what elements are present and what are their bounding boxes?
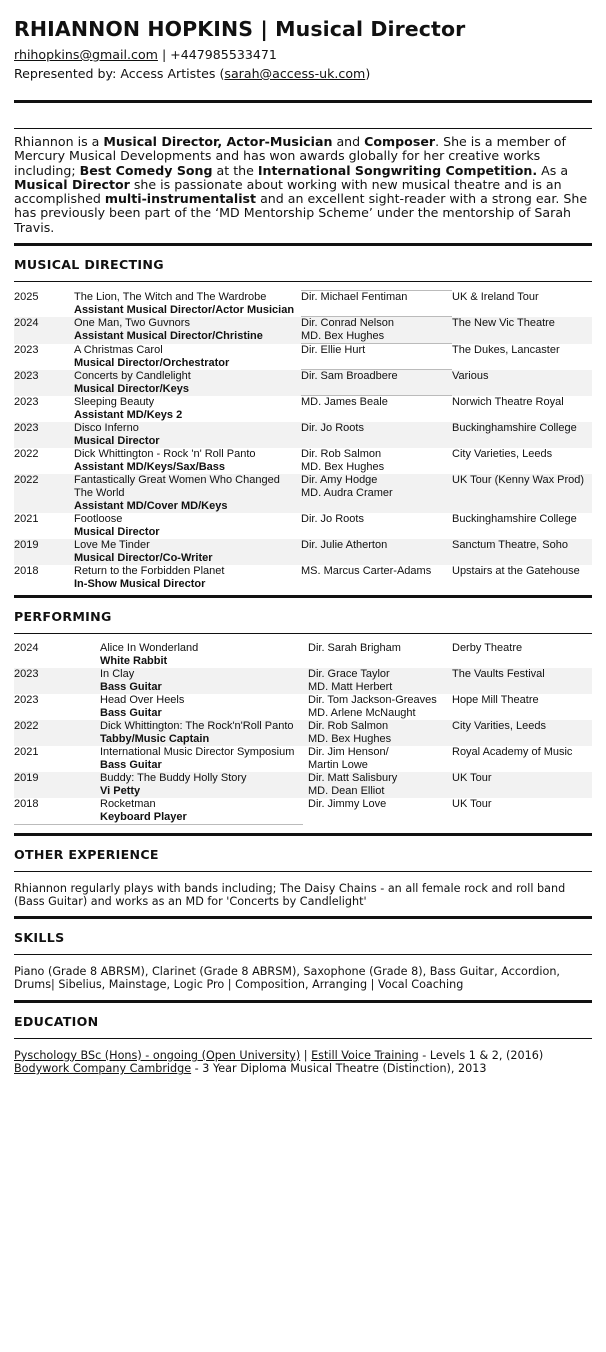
credit-director [301, 370, 452, 396]
credit-venue: Upstairs at the Gatehouse [452, 564, 580, 577]
credit-year: 2019 [14, 539, 74, 565]
credit-year: 2023 [14, 395, 39, 408]
credit-year: 2023 [14, 668, 100, 694]
credit-year: 2023 [14, 422, 74, 448]
agent-email-link[interactable]: sarah@access-uk.com [224, 66, 366, 81]
represented-suffix: ) [365, 66, 371, 81]
credit-role: White Rabbit [100, 654, 168, 667]
contact-line [14, 45, 592, 64]
show-title: The Lion, The Witch and The Wardrobe [74, 290, 267, 303]
credit-venue: Royal Academy of Music [452, 745, 573, 758]
credit-year: 2023 [14, 343, 39, 356]
credit-venue: Buckinghamshire College [452, 512, 577, 525]
credit-role: Musical Director [74, 525, 160, 538]
credit-venue: UK & Ireland Tour [452, 290, 539, 303]
credit-role: Assistant MD/Keys 2 [74, 408, 183, 421]
table-row [14, 370, 592, 396]
director-line: Dir. Tom Jackson-Greaves [308, 693, 437, 706]
director-line: MS. Marcus Carter-Adams [301, 564, 432, 577]
table-row [14, 642, 592, 668]
credit-venue: UK Tour [452, 797, 492, 810]
credit-show [74, 396, 301, 422]
show-title: Alice In Wonderland [100, 641, 199, 654]
credit-venue: Various [452, 370, 592, 396]
credit-role: Bass Guitar [100, 706, 162, 719]
credit-year: 2023 [14, 693, 39, 706]
director-line: Dir. Michael Fentiman [301, 291, 408, 304]
credit-venue: Hope Mill Theatre [452, 693, 539, 706]
director-line: Dir. Ellie Hurt [301, 344, 366, 357]
credit-year: 2022 [14, 447, 39, 460]
show-title: International Music Director Symposium [100, 745, 295, 758]
credit-role: Keyboard Player [100, 810, 187, 823]
credit-show [74, 422, 301, 448]
credit-venue: City Varieties, Leeds [452, 447, 553, 460]
credit-venue: Buckinghamshire College [452, 422, 592, 448]
director-line: MD. James Beale [301, 396, 388, 409]
credit-director [301, 565, 452, 591]
show-title: Dick Whittington - Rock 'n' Roll Panto [74, 447, 256, 460]
director-line: MD. Bex Hughes [308, 732, 392, 745]
represented-prefix: Represented by: Access Artistes ( [14, 66, 225, 81]
education-link-open-university[interactable]: Pyschology BSc (Hons) - ongoing (Open University) [14, 1048, 301, 1062]
show-title: Fantastically Great Women Who Changed The World [74, 473, 280, 499]
show-title: In Clay [100, 667, 135, 680]
credit-year: 2019 [14, 772, 100, 798]
credit-show [74, 474, 301, 513]
credit-venue: Derby Theatre [452, 641, 523, 654]
credit-year: 2023 [14, 370, 74, 396]
credit-show [74, 448, 301, 474]
credit-role: In-Show Musical Director [74, 577, 206, 590]
credit-director [301, 344, 452, 370]
show-title: Footloose [74, 512, 123, 525]
table-row [14, 798, 592, 824]
credit-year: 2024 [14, 641, 39, 654]
other-experience-text: Rhiannon regularly plays with bands including; The Daisy Chains - an all female rock and roll band (Bass Guitar) and works as an MD for 'Concerts by Candlelight' [14, 881, 566, 908]
credit-venue: Norwich Theatre Royal [452, 395, 564, 408]
cv-page [14, 0, 592, 1075]
director-line: Dir. Matt Salisbury [308, 771, 398, 784]
director-line: Dir. Jo Roots [301, 421, 364, 434]
section-title-performing: PERFORMING [14, 608, 112, 624]
table-row [14, 772, 592, 798]
table-row [14, 539, 592, 565]
credit-role: Musical Director/Orchestrator [74, 356, 230, 369]
director-line: Dir. Julie Atherton [301, 538, 388, 551]
director-line: Dir. Sarah Brigham [308, 641, 401, 654]
credit-venue: UK Tour (Kenny Wax Prod) [452, 474, 592, 513]
show-title: One Man, Two Guvnors [74, 316, 190, 329]
director-line: MD. Bex Hughes [301, 330, 385, 343]
credit-director [301, 422, 452, 448]
director-line: MD. Arlene McNaught [308, 706, 416, 719]
credit-year: 2018 [14, 564, 39, 577]
credit-show [100, 720, 308, 746]
table-row [14, 396, 592, 422]
credit-director [308, 642, 452, 668]
credit-director [301, 513, 452, 539]
credit-role: Assistant MD/Keys/Sax/Bass [74, 460, 226, 473]
credit-role: Assistant MD/Cover MD/Keys [74, 499, 228, 512]
page-title: RHIANNON HOPKINS | Musical Director [14, 17, 466, 41]
director-line: Dir. Sam Broadbere [301, 370, 398, 383]
bio-paragraph: Rhiannon is a Musical Director, Actor-Musician and Composer. She is a member of Mercury Musical Developments and has won awards globally for her creative works including; Best Comedy Song at the International Songwriting Competition. As a Musical Director she is passionate about working with new musical theatre and is an accomplished multi-instrumentalist and an excellent sight-reader with a strong ear. She has previously been part of the ‘MD Mentorship Scheme’ under the mentorship of Sarah Travis. [14, 134, 588, 235]
table-row [14, 317, 592, 344]
credit-venue: City Varities, Leeds [452, 720, 592, 746]
skills-text: Piano (Grade 8 ABRSM), Clarinet (Grade 8 ABRSM), Saxophone (Grade 8), Bass Guitar, Accordion, Drums| Sibelius, Mainstage, Logic Pro | Composition, Arranging | Vocal Coaching [14, 965, 560, 992]
credit-venue: The New Vic Theatre [452, 317, 592, 344]
director-line: Dir. Amy Hodge [301, 473, 378, 486]
credit-director [301, 317, 452, 344]
show-title: Love Me Tinder [74, 538, 150, 551]
credit-director [308, 720, 452, 746]
credit-year: 2025 [14, 290, 39, 303]
credit-director [308, 668, 452, 694]
credit-director [301, 448, 452, 474]
table-row [14, 668, 592, 694]
table-row [14, 422, 592, 448]
credit-show [74, 344, 301, 370]
director-line: Dir. Rob Salmon [308, 719, 389, 732]
table-row [14, 474, 592, 513]
musical-directing-table [14, 290, 592, 591]
director-line: Dir. Jim Henson/ [308, 745, 389, 758]
director-line: Dir. Grace Taylor [308, 667, 390, 680]
section-title-other-experience: OTHER EXPERIENCE [14, 846, 159, 862]
credit-role: Assistant Musical Director/Actor Musician [74, 303, 295, 316]
credit-show [100, 642, 308, 668]
credit-show [74, 370, 301, 396]
credit-show [100, 668, 308, 694]
credit-year: 2021 [14, 745, 39, 758]
email-link[interactable]: rhihopkins@gmail.com [14, 47, 158, 62]
show-title: Head Over Heels [100, 693, 185, 706]
credit-role: Musical Director/Co-Writer [74, 551, 213, 564]
credit-director [308, 798, 452, 824]
director-line: Dir. Conrad Nelson [301, 317, 394, 330]
credit-director [308, 772, 452, 798]
table-row [14, 694, 592, 720]
director-line: MD. Audra Cramer [301, 486, 393, 499]
credit-role: Musical Director/Keys [74, 382, 189, 395]
credit-venue: UK Tour [452, 772, 592, 798]
credit-show [74, 539, 301, 565]
credit-director [301, 474, 452, 513]
show-title: Rocketman [100, 797, 156, 810]
credit-show [100, 694, 308, 720]
credit-role: Assistant Musical Director/Christine [74, 329, 263, 342]
table-row [14, 448, 592, 474]
credit-role: Musical Director [74, 434, 160, 447]
credit-show [100, 746, 308, 772]
credit-director [301, 539, 452, 565]
credit-year: 2022 [14, 720, 100, 746]
director-line: MD. Matt Herbert [308, 680, 393, 693]
section-title-musical-directing: MUSICAL DIRECTING [14, 257, 164, 273]
director-line: Martin Lowe [308, 758, 368, 771]
credit-year: 2022 [14, 474, 74, 513]
phone-number: | +447985533471 [157, 47, 277, 62]
show-title: Buddy: The Buddy Holly Story [100, 771, 247, 784]
director-line: MD. Dean Elliot [308, 784, 385, 797]
table-row [14, 746, 592, 772]
credit-show [74, 317, 301, 344]
credit-year: 2021 [14, 512, 39, 525]
credit-venue: Sanctum Theatre, Soho [452, 539, 592, 565]
credit-year: 2024 [14, 317, 74, 344]
credit-role: Tabby/Music Captain [100, 732, 210, 745]
credit-venue: The Vaults Festival [452, 668, 592, 694]
director-line: Dir. Jimmy Love [308, 797, 387, 810]
show-title: Concerts by Candlelight [74, 369, 191, 382]
credit-role: Bass Guitar [100, 758, 162, 771]
table-row [14, 513, 592, 539]
credit-director [308, 694, 452, 720]
show-title: Sleeping Beauty [74, 395, 155, 408]
credit-venue: The Dukes, Lancaster [452, 343, 560, 356]
director-line: Dir. Rob Salmon [301, 447, 382, 460]
education-link-bodywork[interactable]: Bodywork Company Cambridge [14, 1062, 192, 1076]
table-row [14, 565, 592, 591]
credit-director [301, 291, 452, 317]
show-title: Return to the Forbidden Planet [74, 564, 225, 577]
table-row [14, 344, 592, 370]
section-title-education: EDUCATION [14, 1013, 99, 1029]
education-link-estill[interactable]: Estill Voice Training [311, 1048, 419, 1062]
table-row [14, 720, 592, 746]
credit-director [308, 746, 452, 772]
credit-role: Vi Petty [100, 784, 141, 797]
show-title: A Christmas Carol [74, 343, 163, 356]
credit-role: Bass Guitar [100, 680, 162, 693]
credit-show [74, 565, 301, 591]
credit-director [301, 396, 452, 422]
representation-line [14, 64, 592, 83]
show-title: Disco Inferno [74, 421, 139, 434]
director-line: Dir. Jo Roots [301, 512, 364, 525]
section-title-skills: SKILLS [14, 930, 65, 946]
credit-show [100, 772, 308, 798]
credit-year: 2018 [14, 797, 39, 810]
table-row [14, 291, 592, 317]
performing-table [14, 642, 592, 824]
credit-show [74, 291, 301, 317]
credit-show [100, 798, 308, 824]
credit-show [74, 513, 301, 539]
show-title: Dick Whittington: The Rock'n'Roll Panto [100, 719, 294, 732]
director-line: MD. Bex Hughes [301, 460, 385, 473]
education-text: Pyschology BSc (Hons) - ongoing (Open University) | Estill Voice Training - Levels 1 & 2, (2016) Bodywork Company Cambridge - 3 Year Diploma Musical Theatre (Distinction), 2013 [14, 1048, 544, 1076]
